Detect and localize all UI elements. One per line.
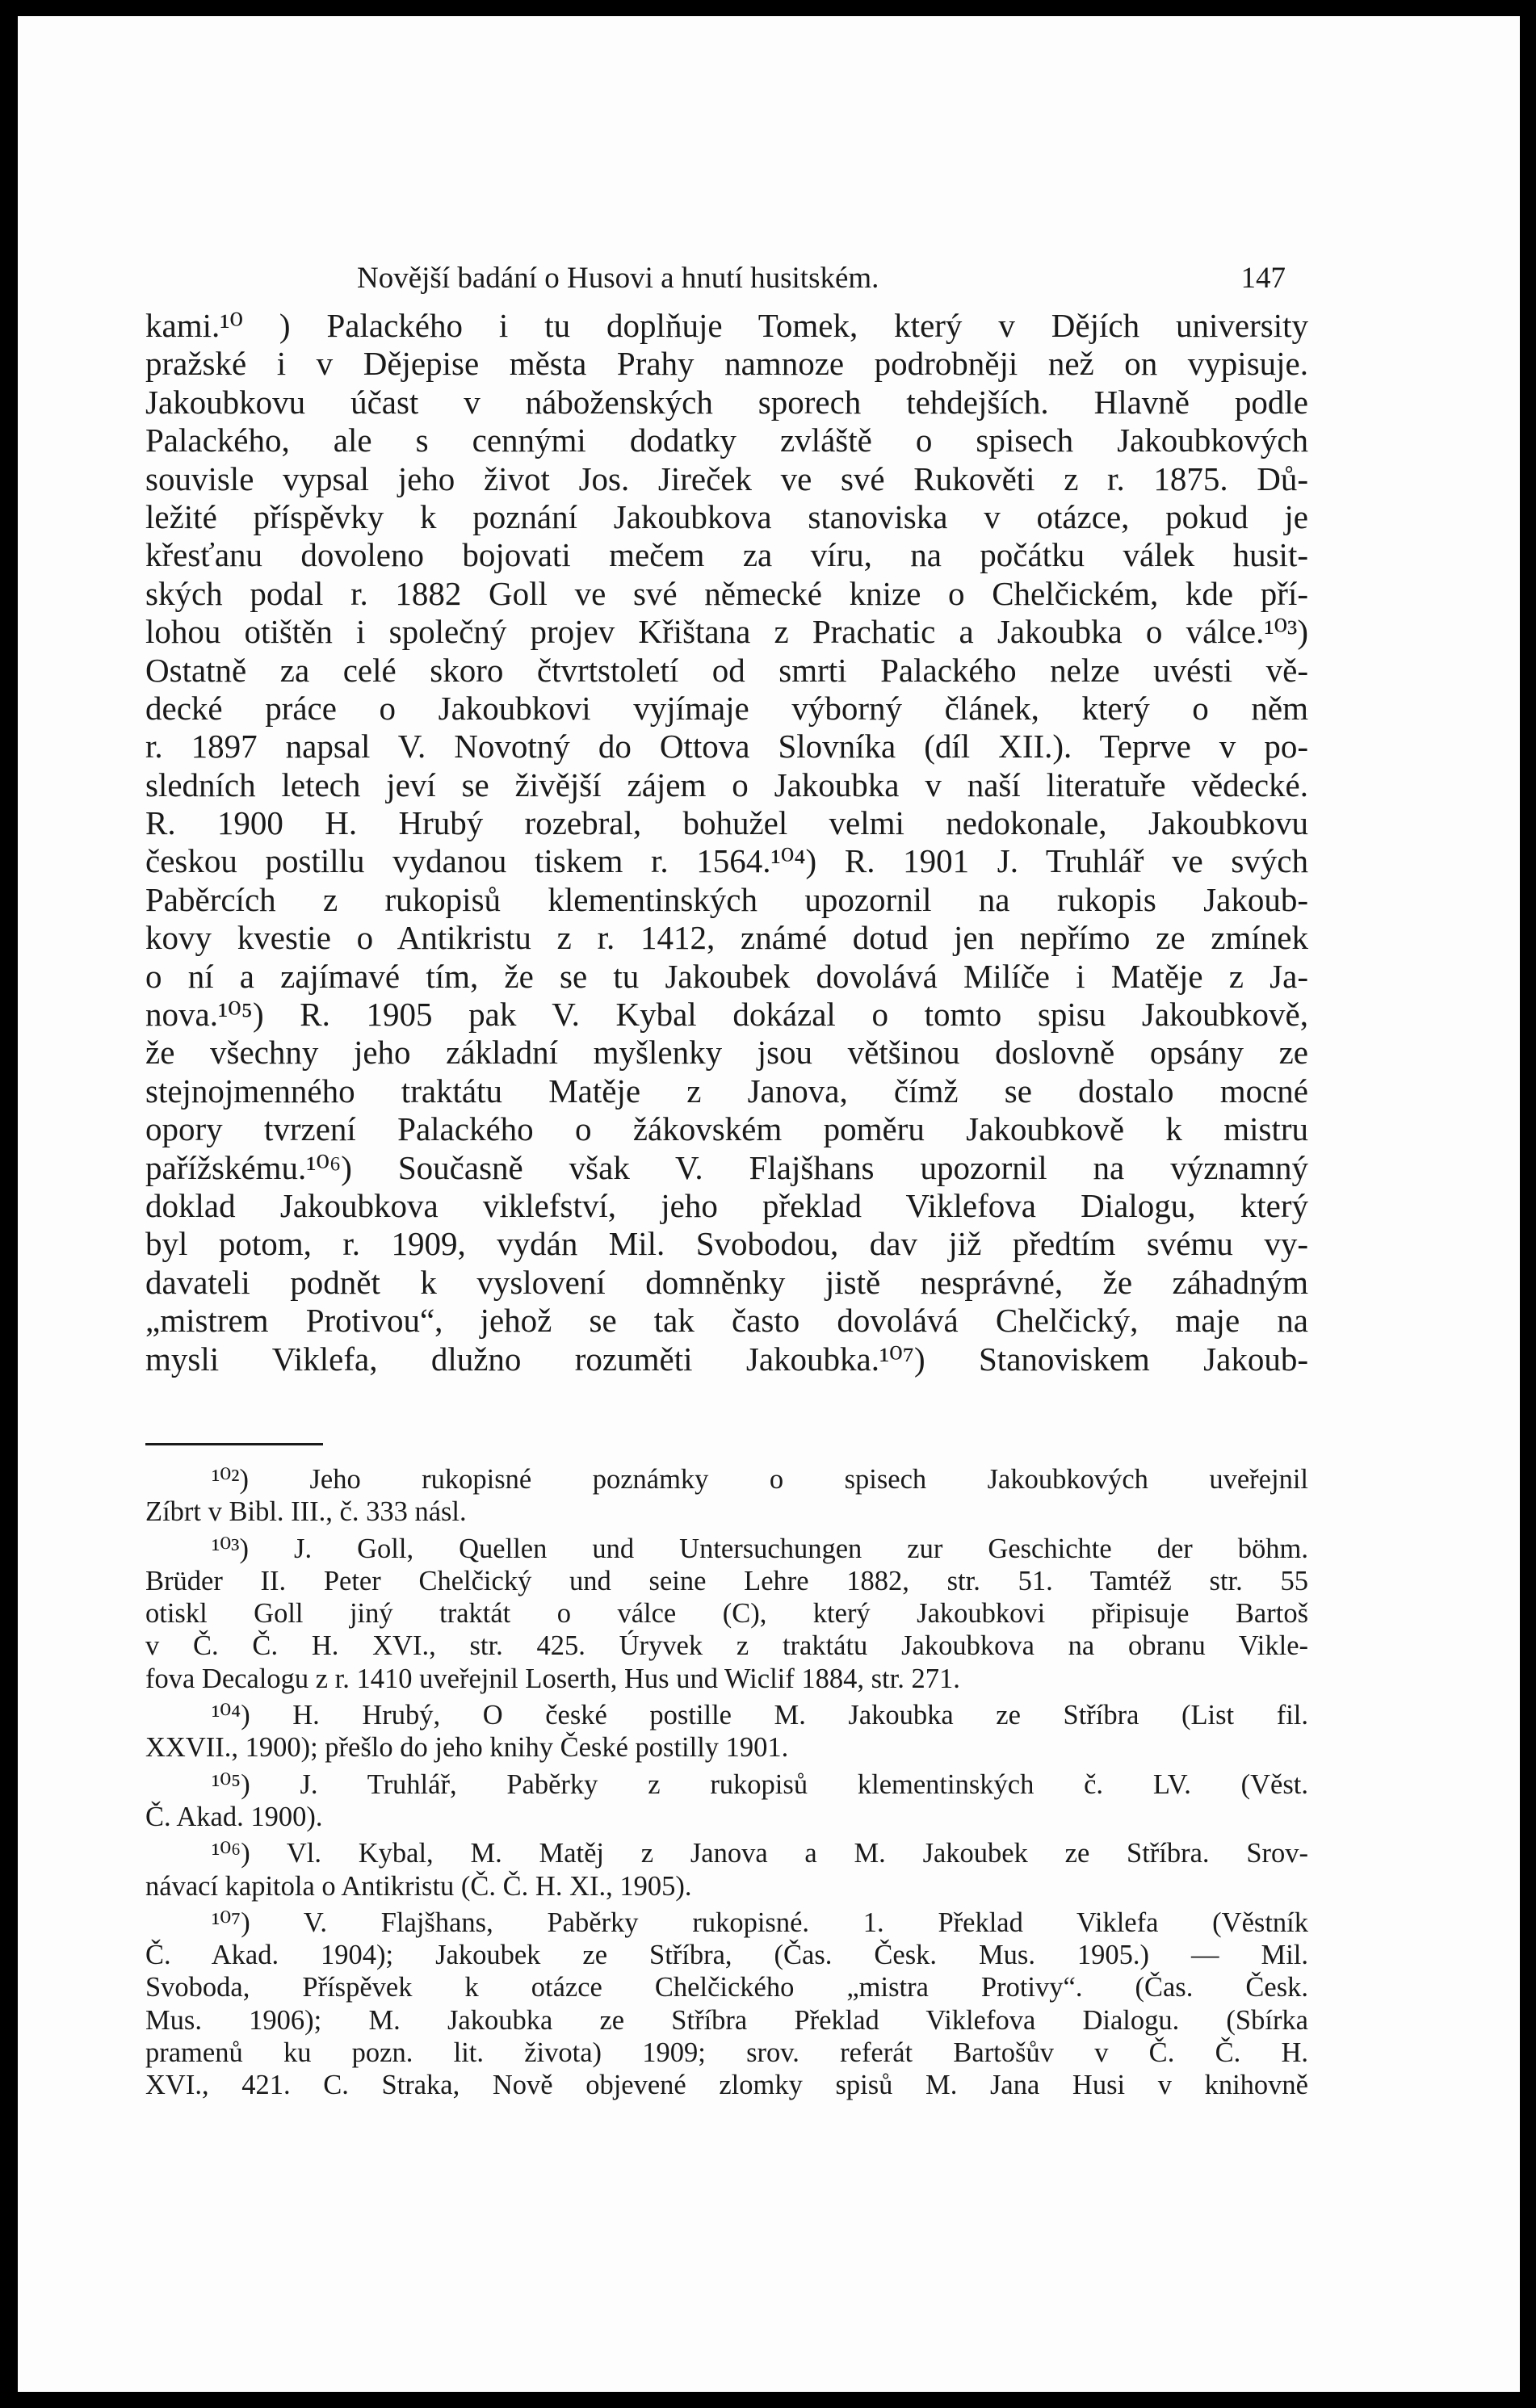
page-number: 147 bbox=[1240, 262, 1286, 295]
footnote-line: otiskl Goll jiný traktát o válce (C), který Jakoubkovi připisuje Bartoš bbox=[145, 1598, 1308, 1630]
footnote-105 bbox=[145, 1768, 1308, 1834]
text-line: mysli Viklefa, dlužno rozuměti Jakoubka.¹⁰⁷) Stanoviskem Jakoub- bbox=[145, 1340, 1308, 1378]
text-line: souvisle vypsal jeho život Jos. Jireček ve své Rukověti z r. 1875. Dů- bbox=[145, 459, 1308, 497]
text-line: Palackého, ale s cennými dodatky zvláště o spisech Jakoubkových bbox=[145, 422, 1308, 459]
text-line: kovy kvestie o Antikristu z r. 1412, známé dotud jen nepřímo ze zmínek bbox=[145, 919, 1308, 957]
footnote-rule bbox=[145, 1443, 323, 1445]
footnote-line: ¹⁰⁴) H. Hrubý, O české postille M. Jakoubka ze Stříbra (List fil. bbox=[212, 1700, 1308, 1731]
text-line: decké práce o Jakoubkovi vyjímaje výborný článek, který o něm bbox=[145, 689, 1308, 727]
text-line: lohou otištěn i společný projev Křištana z Prachatic a Jakoubka o válce.¹⁰³) bbox=[145, 613, 1308, 651]
text-line: ských podal r. 1882 Goll ve své německé knize o Chelčickém, kde pří- bbox=[145, 574, 1308, 612]
footnote-line: ¹⁰⁶) Vl. Kybal, M. Matěj z Janova a M. Jakoubek ze Stříbra. Srov- bbox=[212, 1838, 1308, 1869]
footnote-line: pramenů ku pozn. lit. života) 1909; srov. referát Bartošův v Č. Č. H. bbox=[145, 2037, 1308, 2069]
text-line: českou postillu vydanou tiskem r. 1564.¹⁰⁴) R. 1901 J. Truhlář ve svých bbox=[145, 842, 1308, 880]
footnote-107 bbox=[145, 1907, 1308, 2102]
footnote-line: v Č. Č. H. XVI., str. 425. Úryvek z traktátu Jakoubkova na obranu Vikle- bbox=[145, 1630, 1308, 1662]
text-line: pražské i v Dějepise města Prahy namnoze podrobněji než on vypisuje. bbox=[145, 345, 1308, 383]
footnote-line: ¹⁰³) J. Goll, Quellen und Untersuchungen zur Geschichte der böhm. bbox=[212, 1533, 1308, 1564]
footnote-line: fova Decalogu z r. 1410 uveřejnil Loserth, Hus und Wiclif 1884, str. 271. bbox=[145, 1663, 960, 1694]
footnote-line: XXVII., 1900); přešlo do jeho knihy České postilly 1901. bbox=[145, 1732, 789, 1764]
text-line: Jakoubkovu účast v náboženských sporech tehdejších. Hlavně podle bbox=[145, 383, 1308, 421]
text-line: „mistrem Protivou“, jehož se tak často dovolává Chelčický, maje na bbox=[145, 1302, 1308, 1340]
footnote-104 bbox=[145, 1699, 1308, 1764]
text-line: že všechny jeho základní myšlenky jsou většinou doslovně opsány ze bbox=[145, 1034, 1308, 1072]
text-line: davateli podnět k vyslovení domněnky jistě nesprávné, že záhadným bbox=[145, 1263, 1308, 1301]
text-line: o ní a zajímavé tím, že se tu Jakoubek dovolává Milíče i Matěje z Ja- bbox=[145, 957, 1308, 995]
running-title: Novější badání o Husovi a hnutí husitském. bbox=[357, 262, 879, 295]
footnote-line: návací kapitola o Antikristu (Č. Č. H. XI., 1905). bbox=[145, 1870, 692, 1902]
footnotes bbox=[145, 1463, 1308, 2106]
footnote-line: Brüder II. Peter Chelčický und seine Lehre 1882, str. 51. Tamtéž str. 55 bbox=[145, 1565, 1308, 1596]
text-line: r. 1897 napsal V. Novotný do Ottova Slovníka (díl XII.). Teprve v po- bbox=[145, 728, 1308, 766]
main-text bbox=[145, 307, 1308, 1378]
footnote-103 bbox=[145, 1533, 1308, 1695]
text-line: pařížskému.¹⁰⁶) Současně však V. Flajšhans upozornil na významný bbox=[145, 1148, 1308, 1186]
footnote-line: ¹⁰⁵) J. Truhlář, Paběrky z rukopisů klementinských č. LV. (Věst. bbox=[212, 1768, 1308, 1800]
footnote-line: XVI., 421. C. Straka, Nově objevené zlomky spisů M. Jana Husi v knihovně bbox=[145, 2070, 1308, 2101]
text-line: kami.¹⁰ ) Palackého i tu doplňuje Tomek, který v Dějích university bbox=[145, 307, 1308, 344]
text-line: doklad Jakoubkova viklefství, jeho překlad Viklefova Dialogu, který bbox=[145, 1186, 1308, 1224]
text-line: opory tvrzení Palackého o žákovském poměru Jakoubkově k mistru bbox=[145, 1110, 1308, 1148]
text-line: ležité příspěvky k poznání Jakoubkova stanoviska v otázce, pokud je bbox=[145, 497, 1308, 535]
footnote-line: Mus. 1906); M. Jakoubka ze Stříbra Překlad Viklefova Dialogu. (Sbírka bbox=[145, 2004, 1308, 2036]
text-line: stejnojmenného traktátu Matěje z Janova, čímž se dostalo mocné bbox=[145, 1072, 1308, 1110]
text-line: křesťanu dovoleno bojovati mečem za víru, na počátku válek husit- bbox=[145, 536, 1308, 574]
text-line: nova.¹⁰⁵) R. 1905 pak V. Kybal dokázal o tomto spisu Jakoubkově, bbox=[145, 996, 1308, 1034]
footnote-line: ¹⁰²) Jeho rukopisné poznámky o spisech Jakoubkových uveřejnil bbox=[212, 1464, 1308, 1495]
text-line: R. 1900 H. Hrubý rozebral, bohužel velmi nedokonale, Jakoubkovu bbox=[145, 804, 1308, 842]
text-line: sledních letech jeví se živější zájem o Jakoubka v naší literatuře vědecké. bbox=[145, 766, 1308, 803]
footnote-line: Č. Akad. 1904); Jakoubek ze Stříbra, (Čas. Česk. Mus. 1905.) — Mil. bbox=[145, 1940, 1308, 1971]
footnote-line: Č. Akad. 1900). bbox=[145, 1801, 323, 1832]
footnote-102 bbox=[145, 1463, 1308, 1529]
text-line: Paběrcích z rukopisů klementinských upozornil na rukopis Jakoub- bbox=[145, 880, 1308, 918]
footnote-line: Svoboda, Příspěvek k otázce Chelčického „mistra Protivy“. (Čas. Česk. bbox=[145, 1972, 1308, 2003]
footnote-106 bbox=[145, 1837, 1308, 1902]
footnote-line: Zíbrt v Bibl. III., č. 333 násl. bbox=[145, 1496, 467, 1528]
text-line: byl potom, r. 1909, vydán Mil. Svobodou, dav již předtím svému vy- bbox=[145, 1225, 1308, 1263]
text-line: Ostatně za celé skoro čtvrtstoletí od smrti Palackého nelze uvésti vě- bbox=[145, 651, 1308, 689]
footnote-line: ¹⁰⁷) V. Flajšhans, Paběrky rukopisné. 1. Překlad Viklefa (Věstník bbox=[212, 1907, 1308, 1938]
